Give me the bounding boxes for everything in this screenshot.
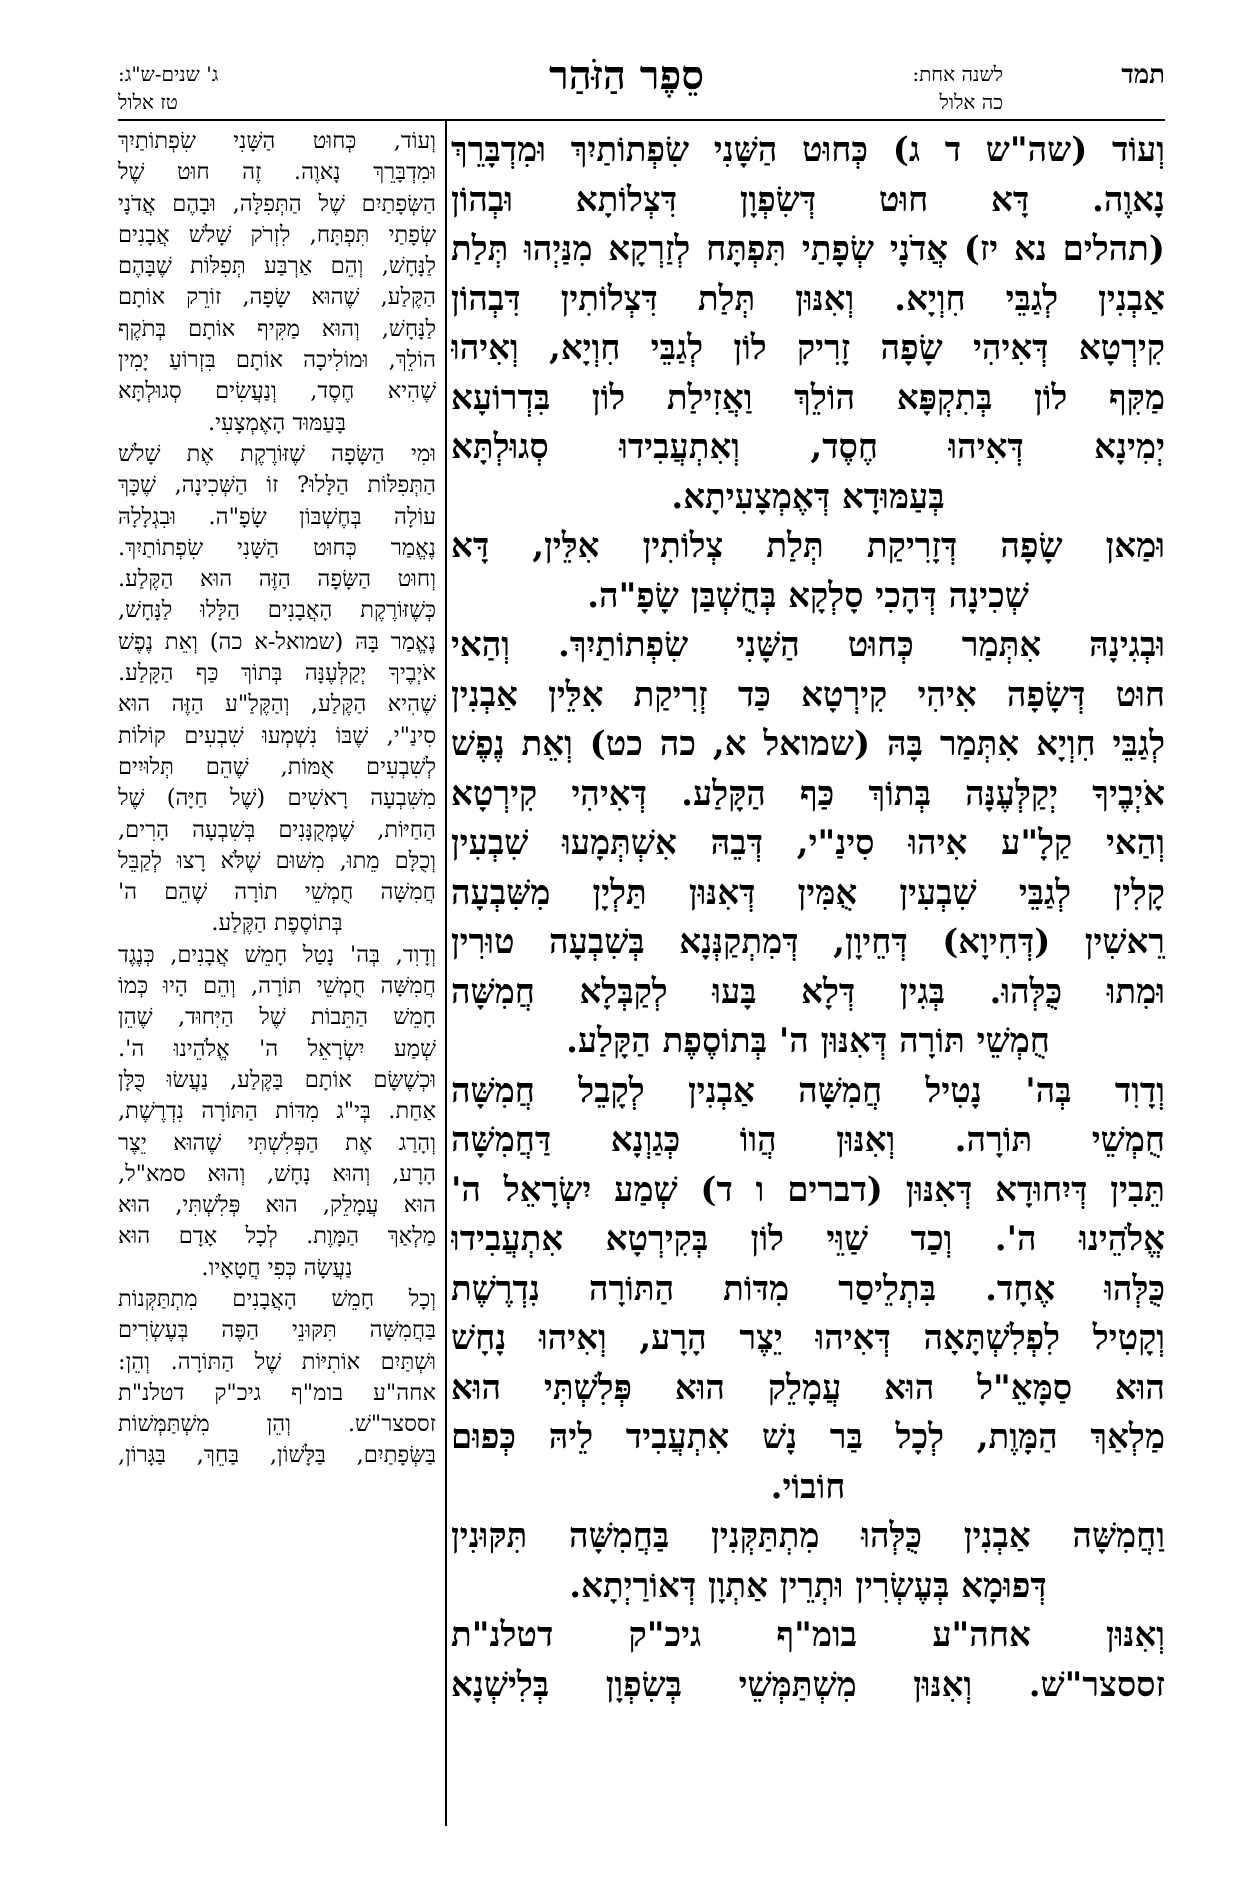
side-text-line: וּכְשֶׁשָּׂם אוֹתָם בַּקֶּלַע, נַעֲשׂוּ כֻּלָּן	[118, 1066, 436, 1093]
main-text-line: רֵאשִׁין (דְּחִיוָא) דְּחֵיוָן, דְּמִתְקַנְּנָא בְּשִׁבְעָה טוּרִין	[451, 922, 1165, 962]
main-text-line: קִירְטָא דְּאִיהִי שָׂפָה זָרִיק לוֹן לְגַבֵּי חִוְיָא, וְאִיהוּ	[451, 328, 1165, 368]
main-text-line: וְהַאי קַלָ"ע אִיהוּ סִינַ"י, דְּבֵהּ אִשְׁתְּמָעוּ שִׁבְעִין	[451, 823, 1165, 863]
main-text-line: וּמִתוּ כֻּלְּהוּ. בְּגִין דְּלָא בָּעוּ לְקַבְּלָא חֲמִשָּׁה	[451, 971, 1165, 1012]
side-text-line: הָרָע, וְהוּא נָחָשׁ, וְהוּא סמא"ל,	[118, 1160, 436, 1187]
main-text-line: מַלְאַךְ הַמָּוֶת, לְכָל בַּר נָשׁ אִתְעֲבִיד לֵיהּ כְּפוּם	[451, 1417, 1165, 1457]
main-text-line: חוֹבוֹי.	[770, 1466, 846, 1507]
side-text-line: אחה"ע בומ"ף גיכ"ק דטלנ"ת	[118, 1379, 436, 1406]
main-text-line: חֻמְשֵׁי תּוֹרָה. וְאִנּוּן הֲווֹ כְּגַוְנָא דַּחֲמִשָּׁה	[451, 1120, 1165, 1160]
side-text-line: אַחַת. בְּי"ג מִדּוֹת הַתּוֹרָה נִדְרֶשֶׁת,	[118, 1098, 436, 1125]
three-year-schedule	[118, 60, 218, 118]
main-text-line: וְאִנּוּן אחה"ע בומ"ף גיכ"ק דטלנ"ת	[451, 1615, 1165, 1655]
side-text-line: שְׁמַע יִשְׂרָאֵל ה' אֱלֹהֵינוּ ה'.	[118, 1035, 436, 1062]
main-text-line: חוּט דְּשָׂפָה אִיהִי קִירְטָא כַּד זְרִיקַת אִלֵּין אַבְנִין	[451, 674, 1165, 715]
side-text-line: חֲמִשָּׁה חֻמְשֵׁי תוֹרָה, וְהֵם הָיוּ כְּמוֹ	[118, 973, 436, 1000]
side-text-line: וְהָרַג אֶת הַפְּלִשְׁתִּי שֶׁהוּא יֵצֶר	[118, 1129, 436, 1156]
book-title: סֵפֶר הַזֹּהַר	[549, 52, 704, 99]
one-year-date: כה אלול	[939, 90, 1003, 114]
main-text-line: וַחֲמִשָּׁה אַבְנִין כֻּלְּהוּ מִתְתַּקְּנִין בַּחֲמִשָּׁה תִּקּוּנִין	[451, 1516, 1165, 1556]
side-text-line: נַעֲשָׂה כְּפִי חֲטָאָיו.	[201, 1254, 353, 1281]
main-text-line: נָאוֶה. דָּא חוּט דְּשִׂפְוָן דִּצְלוֹתָא וּבְהוֹן	[451, 179, 1165, 220]
side-text-line: וְכֻלָּם מֵתוּ, מִשּׁוּם שֶׁלֹּא רָצוּ לְקַבֵּל	[118, 847, 436, 874]
side-text-line: לַנָּחָשׁ, וְהוּא מַקִּיף אוֹתָם בְּתֹקֶף	[118, 315, 436, 342]
side-text-line: נֶאֱמַר בָּהּ (שמואל-א כה) וְאֵת נֶפֶשׁ	[118, 628, 436, 655]
page-number: תמד	[1121, 60, 1165, 90]
side-text-line: זססצר"שׁ. וְהֵן מִשְׁתַּמְּשׁוֹת	[118, 1411, 436, 1438]
main-text-line: מַקִּף לוֹן בְּתִקְפָּא הוֹלֵךְ וַאֲזִילַת לוֹן בִּדְרוֹעָא	[451, 377, 1165, 418]
main-text-line: וְעוֹד (שה"ש ד ג) כְּחוּט הַשָּׁנִי שִׂפְתוֹתַיִךְ וּמִדְבָּרֵךְ	[451, 130, 1165, 170]
side-text-line: שֶׁהִיא חֶסֶד, וְנַעֲשִׂים סְגוּלְתָּא	[118, 378, 436, 405]
side-text-line: עוֹלָה בְּחֶשְׁבּוֹן שָׂפָ"ה. וּבִגְלָלָהּ	[118, 503, 436, 530]
main-text-line: כֻּלְּהוּ אֶחָד. בִּתְלֵיסַר מִדּוֹת הַתּוֹרָה נִדְרֶשֶׁת	[451, 1268, 1165, 1309]
hebrew-translation-column	[118, 126, 436, 1826]
main-text-line: קָלִין לְגַבֵּי שִׁבְעִין אֻמִּין דְּאִנּוּן תַּלְיָן מִשִּׁבְעָה	[451, 872, 1165, 913]
main-text-line: חֻמְשֵׁי תּוֹרָה דְּאִנּוּן ה' בְּתוֹסֶפֶת הַקָּלַע.	[566, 1021, 1050, 1061]
side-text-line: חָמֵשׁ הַתֵּבוֹת שֶׁל הַיִּחוּד, שֶׁהֵן	[118, 1004, 436, 1031]
side-text-line: וְכָל חָמֵשׁ הָאֲבָנִים מִתְתַּקְּנוֹת	[118, 1285, 436, 1312]
main-text-line: אֹיְבֶיךָ יְקַלְּעֶנָּה בְּתוֹךְ כַּף הַקָּלַע. דְּאִיהִי קִירְטָא	[451, 773, 1165, 814]
main-text-line: (תהלים נא יז) אֲדֹנָי שְׂפָתַי תִּפְתָּח לְזַרְקָא מִנַּיְהוּ תְּלַת	[451, 229, 1165, 269]
side-text-line: הַתְּפִלּוֹת הַלָּלוּ? זוֹ הַשְּׁכִינָה, שֶׁכָּךְ	[118, 472, 436, 499]
main-text-line: יְמִינָא דְּאִיהוּ חֶסֶד, וְאִתְעֲבִידוּ סְגוּלְתָּא	[451, 427, 1165, 467]
one-year-label: לשנה אחת:	[912, 62, 1003, 86]
side-text-line: הַשְּׂפָתַיִם שֶׁל הַתְּפִלָּה, וּבָהֶם אֲדֹנָי	[118, 190, 436, 217]
main-text-line: תֵּבִין דְּיִחוּדָא דְּאִנּוּן (דברים ו ד) שְׁמַע יִשְׂרָאֵל ה'	[451, 1169, 1165, 1210]
side-text-line: סִינַ"י, שֶׁבּוֹ נִשְׁמְעוּ שִׁבְעִים קוֹלוֹת	[118, 722, 436, 749]
main-text-line: זססצר"שׁ. וְאִנּוּן מִשְׁתַּמְּשֵׁי בְּשִׂפְוָן בְּלִישְׁנָא	[451, 1664, 1165, 1705]
side-text-line: בַּחֲמִשָּׁה תִּקּוּנֵי הַפֶּה בְּעֶשְׂרִים	[118, 1317, 436, 1344]
three-year-date: טז אלול	[118, 90, 178, 114]
side-text-line: הַקֶּלַע, שֶׁהוּא שָׂפָה, זוֹרֵק אוֹתָם	[118, 284, 436, 311]
main-text-line: אֱלֹהֵינוּ ה'. וְכַד שַׁוֵּי לוֹן בְּקִירְטָא אִתְעֲבִידוּ	[451, 1219, 1165, 1259]
side-text-line: מַלְאַךְ הַמָּוֶת. לְכָל אָדָם הוּא	[118, 1223, 436, 1250]
column-divider	[445, 121, 447, 1826]
side-text-line: כְּשֶׁזּוֹרֶקֶת הָאֲבָנִים הַלָּלוּ לַנָּחָשׁ,	[118, 597, 436, 624]
side-text-line: הוֹלֵךְ, וּמוֹלִיכָה אוֹתָם בִּזְרוֹעַ יָמִין	[118, 347, 436, 374]
side-text-line: וְחוּט הַשָּׂפָה הַזֶּה הוּא הַקֶּלַע.	[118, 566, 436, 593]
main-text-line: שְׁכִינָה דְּהָכִי סָלְקָא בְּחֻשְׁבַּן שָׂפָ"ה.	[587, 575, 1029, 616]
main-text-line: וּבְגִינָהּ אִתְּמַר כְּחוּט הַשָּׁנִי שִׂפְתוֹתַיִךְ. וְהַאי	[451, 625, 1165, 665]
side-text-line: נֶאֱמַר כְּחוּט הַשָּׁנִי שִׂפְתוֹתַיִךְ.	[118, 534, 436, 561]
main-text-line: דְּפוּמָא בְּעֶשְׂרִין וּתְרֵין אַתְוָן דְּאוֹרַיְתָא.	[569, 1565, 1047, 1606]
side-text-line: בַּשְּׂפָתַיִם, בַּלָּשׁוֹן, בַּחֵךְ, בַּגָּרוֹן,	[118, 1442, 436, 1469]
main-text-line: וּמַאן שָׂפָה דְּזָרִיקַת תְּלַת צְלוֹתִין אִלֵּין, דָּא	[451, 526, 1165, 566]
side-text-line: בָּעַמּוּד הָאֶמְצָעִי.	[208, 409, 346, 436]
side-text-line: שֶׁהִיא הַקֶּלַע, וְהַקֶּלַ"ע הַזֶּה הוּא	[118, 691, 436, 718]
header-rule	[118, 119, 1165, 121]
side-text-line: בְּתוֹסֶפֶת הַקֶּלַע.	[211, 910, 343, 937]
side-text-line: אֹיְבֶיךָ יְקַלְּעֶנָּה בְּתוֹךְ כַּף הַקָּלַע.	[118, 660, 436, 687]
side-text-line: לַנָּחָשׁ, וְהֵם אַרְבַּע תְּפִלּוֹת שֶׁבָּהֶם	[118, 253, 436, 280]
main-text-line: וְקָטִיל לִפְלִשְׁתָּאָה דְּאִיהוּ יֵצֶר הָרָע, וְאִיהוּ נָחָשׁ	[451, 1318, 1165, 1358]
side-text-line: הַחַיּוֹת, שֶׁמְּקֻנָּנִים בְּשִׁבְעָה הָרִים,	[118, 816, 436, 843]
three-year-label: ג' שנים-ש"ג:	[118, 62, 219, 86]
side-text-line: חֲמִשָּׁה חֻמְשֵׁי תוֹרָה שֶׁהֵם ה'	[118, 879, 436, 906]
main-text-line: לְגַבֵּי חִוְיָא אִתְּמַר בָּהּ (שמואל א, כה כט) וְאֵת נֶפֶשׁ	[451, 724, 1165, 764]
side-text-line: וּמִי הַשָּׂפָה שֶׁזּוֹרֶקֶת אֶת שָׁלשׁ	[118, 440, 436, 467]
aramaic-text-column	[451, 126, 1165, 1826]
side-text-line: וּמִדְבָּרֵךְ נָאוֶה. זֶה חוּט שֶׁל	[118, 159, 436, 186]
main-text-line: וְדָוִד בְּה' נָטִיל חֲמִשָּׁה אַבְנִין לְקָבֵל חֲמִשָּׁה	[451, 1070, 1165, 1111]
main-text-line: אַבְנִין לְגַבֵּי חִוְיָא. וְאִנּוּן תְּלַת דִּצְלוֹתִין דִּבְהוֹן	[451, 278, 1165, 319]
side-text-line: וּשְׁתַּיִם אוֹתִיּוֹת שֶׁל הַתּוֹרָה. וְהֵן:	[118, 1348, 436, 1375]
side-text-line: הוּא עֲמָלֵק, הוּא פְּלִשְׁתִּי, הוּא	[118, 1192, 436, 1219]
side-text-line: וְעוֹד, כְּחוּט הַשָּׁנִי שִׂפְתוֹתַיִךְ	[118, 128, 436, 154]
side-text-line: וְדָוִד, בְּה' נָטַל חָמֵשׁ אֲבָנִים, כְּנֶגֶד	[118, 941, 436, 968]
side-text-line: לְשִׁבְעִים אֻמּוֹת, שֶׁהֵם תְּלוּיִים	[118, 753, 436, 780]
main-text-line: הוּא סַמָּאֵ"ל הוּא עֲמָלֵק הוּא פְּלִשְׁתִּי הוּא	[451, 1367, 1165, 1408]
main-text-line: בְּעַמּוּדָא דְּאֶמְצָעִיתָא.	[671, 476, 945, 517]
side-text-line: שְׂפָתַי תִּפְתָּח, לִזְרֹק שָׁלשׁ אֲבָנִים	[118, 221, 436, 248]
side-text-line: מִשִּׁבְעָה רָאשִׁים (שֶׁל חַיָּה) שֶׁל	[118, 785, 436, 812]
